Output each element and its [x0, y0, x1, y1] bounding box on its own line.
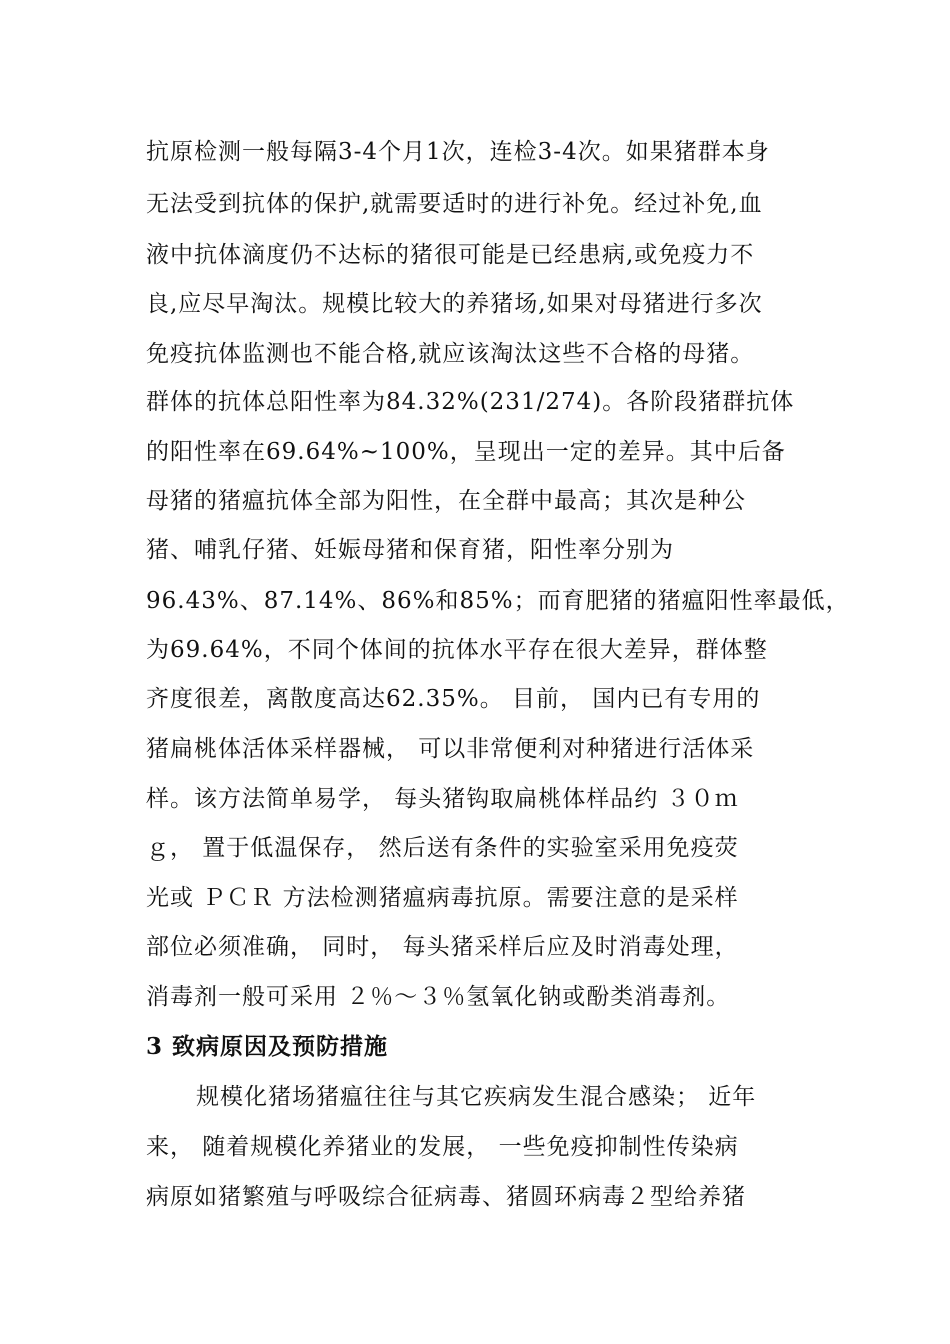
text-line: ｇ， 置于低温保存， 然后送有条件的实验室采用免疫荧	[146, 835, 739, 861]
text-line: 良,应尽早淘汰。规模比较大的养猪场,如果对母猪进行多次	[146, 291, 763, 317]
text-line: 规模化猪场猪瘟往往与其它疾病发生混合感染； 近年	[196, 1084, 757, 1110]
text-line: 消毒剂一般可采用 ２％～３％氢氧化钠或酚类消毒剂。	[146, 984, 731, 1010]
text-line: 为69.64%，不同个体间的抗体水平存在很大差异，群体整	[146, 637, 768, 663]
text-line: 猪扁桃体活体采样器械， 可以非常便利对种猪进行活体采	[146, 736, 755, 762]
text-line: 来， 随着规模化养猪业的发展， 一些免疫抑制性传染病	[146, 1134, 739, 1160]
text-line: 猪、哺乳仔猪、妊娠母猪和保育猪，阳性率分别为	[146, 537, 674, 563]
text-line: 齐度很差，离散度高达62.35%。 目前， 国内已有专用的	[146, 686, 761, 712]
text-line: 光或 ＰＣＲ 方法检测猪瘟病毒抗原。需要注意的是采样	[146, 885, 739, 911]
text-line: 母猪的猪瘟抗体全部为阳性，在全群中最高；其次是种公	[146, 488, 746, 514]
text-line: 抗原检测一般每隔3-4个月1次，连检3-4次。如果猪群本身	[146, 139, 770, 165]
section-heading: 3 致病原因及预防措施	[146, 1033, 389, 1060]
text-line: 部位必须准确， 同时， 每头猪采样后应及时消毒处理，	[146, 934, 739, 960]
text-line: 样。该方法简单易学， 每头猪钩取扁桃体样品约 ３０ｍ	[146, 786, 739, 812]
text-line: 的阳性率在69.64%~100%，呈现出一定的差异。其中后备	[146, 439, 786, 465]
text-line: 群体的抗体总阳性率为84.32%(231/274)。各阶段猪群抗体	[146, 389, 795, 415]
text-line: 病原如猪繁殖与呼吸综合征病毒、猪圆环病毒２型给养猪	[146, 1184, 746, 1210]
text-line: 液中抗体滴度仍不达标的猪很可能是已经患病,或免疫力不	[146, 242, 755, 268]
text-line: 免疫抗体监测也不能合格,就应该淘汰这些不合格的母猪。	[146, 341, 755, 367]
text-line: 96.43%、87.14%、86%和85%；而育肥猪的猪瘟阳性率最低，	[146, 588, 850, 614]
text-line: 无法受到抗体的保护,就需要适时的进行补免。经过补免,血	[146, 191, 763, 217]
